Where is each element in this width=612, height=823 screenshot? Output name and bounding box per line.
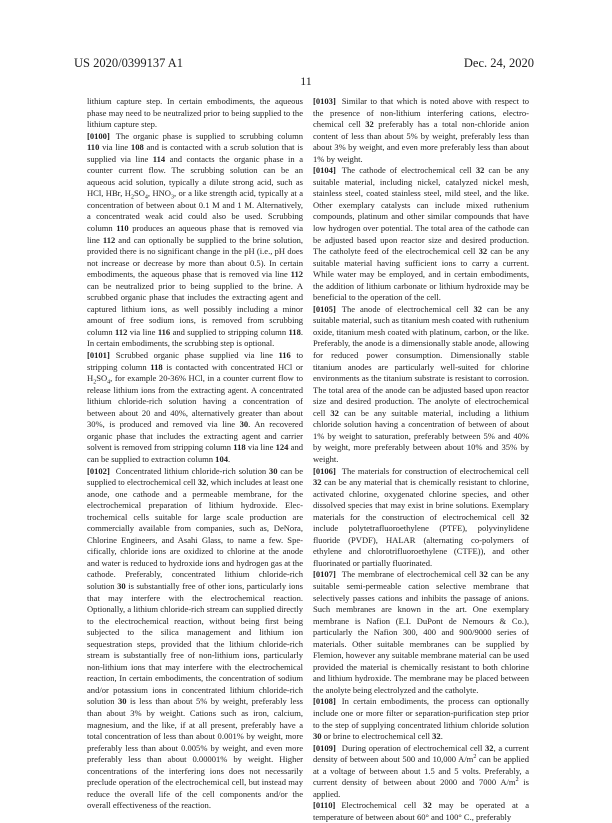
text-run: The organic phase is supplied to scrubbing column bbox=[115, 130, 303, 141]
paragraph bbox=[313, 569, 529, 696]
reference-numeral: 112 bbox=[115, 326, 128, 337]
text-run: and can be supplied to extraction column bbox=[87, 442, 303, 464]
reference-numeral: 30 bbox=[117, 696, 127, 707]
text-run: produces an aqueous phase that is removed via line bbox=[87, 223, 303, 245]
paragraph-number: [0107] bbox=[313, 569, 336, 580]
paragraph bbox=[87, 350, 303, 465]
text-run: and contacts the organic phase in a counter current flow. The scrubbing solution can be an aqueous acid solution, typically a dilute strong acid, such as HCl, HBr, H bbox=[87, 153, 303, 199]
reference-numeral: 104 bbox=[215, 453, 228, 464]
paragraph bbox=[87, 466, 303, 812]
reference-numeral: 32 bbox=[365, 119, 374, 130]
text-run: may be operated at a temperature of between about 60° and 100° C., preferably bbox=[313, 800, 529, 822]
paragraph-number: [0110] bbox=[313, 800, 336, 811]
paragraph-number: [0108] bbox=[313, 696, 336, 707]
text-run: to stripping column bbox=[87, 350, 303, 372]
text-run: , a current density of between about 500 and 10,000 A/m bbox=[313, 742, 529, 765]
reference-numeral: 118 bbox=[288, 326, 301, 337]
text-run: is contacted with concentrated HCl or H bbox=[87, 361, 303, 384]
reference-numeral: 32 bbox=[197, 477, 207, 488]
superscript: 2 bbox=[515, 777, 519, 784]
text-run: can be any suitable semi-permeable cation selective membrane that selectively passes cations and inhibits the passage of anions. Such membranes are known in the art. One exemplary membrane is Nafion (E.I. DuPont de Nemours & Co.), particularly the Nafion 300, 400 and 900/9000 series of materials. Other suitable membranes can be supplied by Flemion, however any suitable membrane material can be used provided the material is chemically resistant to both chlorine and lithium hydroxide. The membrane may be placed between the anolyte being electrolyzed and the catholyte. bbox=[313, 569, 529, 695]
reference-numeral: 116 bbox=[157, 326, 171, 337]
reference-numeral: 32 bbox=[478, 246, 488, 257]
page-number: 11 bbox=[300, 74, 312, 88]
text-run: preferably has a total non-chloride anion content of less than about 5% by weight, preferably less than about 3% by weight, and even more preferably less than about 1% by weight. bbox=[313, 119, 529, 164]
paragraph-number: [0109] bbox=[313, 742, 336, 753]
reference-numeral: 32 bbox=[475, 165, 485, 176]
paragraph bbox=[313, 304, 529, 466]
text-run: is less than about 5% by weight, preferably less than about 3% by weight. Cations such as iron, calcium, magnesium, and the like, if at all present, preferably have a total concentration of less than about 0.001% by weight, more preferably less than about 0.005% by weight, and even more preferably less than about 0.00001% by weight. Higher concentrations of the interfering ions does not necessarily preclude operation of the electrochemical cell, but instead may reduce the overall life of the cell components and/or the overall effectiveness of the reaction. bbox=[87, 696, 303, 811]
text-run: SO bbox=[133, 188, 145, 199]
paragraph-number: [0106] bbox=[313, 465, 336, 476]
publication-date: Dec. 24, 2020 bbox=[463, 56, 534, 70]
text-run: can be any suitable material, including a lithium chloride solution having a concentration of between of about 1% by weight to saturation, preferably between 5% and 40% by weight, more preferably between about 10% and 35% by weight. bbox=[313, 407, 529, 464]
text-run: Concentrated lithium chloride-rich solution bbox=[115, 465, 269, 476]
text-run: lithium capture step. In certain embodiments, the aqueous phase may need to be neutralized prior to being supplied to the lithium capture step. bbox=[87, 96, 303, 130]
text-run: and supplied to stripping column bbox=[170, 326, 289, 337]
text-run: via line bbox=[99, 142, 131, 153]
subscript: 4 bbox=[107, 379, 111, 386]
reference-numeral: 32 bbox=[313, 477, 322, 488]
paragraph-number: [0105] bbox=[313, 303, 336, 314]
text-run: . In certain embodiments, the scrubbing step is optional. bbox=[87, 326, 303, 349]
subscript: 4 bbox=[144, 195, 148, 202]
reference-numeral: 30 bbox=[239, 419, 249, 430]
superscript: 2 bbox=[473, 754, 477, 761]
text-run: Scrubbed organic phase supplied via line bbox=[115, 350, 279, 361]
paragraph bbox=[313, 96, 529, 165]
reference-numeral: 32 bbox=[479, 569, 488, 580]
text-run: can be neutralized prior to being supplied to the brine. A scrubbed organic phase that includes the extracting agent and captured lithium ions, as well possibly including a minor amount of free sodium ions, is removed from scrubbing column bbox=[87, 280, 303, 337]
paragraph bbox=[313, 466, 529, 570]
reference-numeral: 30 bbox=[313, 731, 322, 742]
text-run: can be any material that is chemically resistant to chlorine, activated chlorine, oxygenated chlorine species, and other dissolved species that may exist in brine solutions. Exemplary materials for the construction of electrochemical cell bbox=[313, 477, 529, 522]
text-run: can be any suitable material having sufficient ions to carry a current. While water may be employed, and in certain embodiments, the addition of lithium carbonate or lithium hydroxide may be beneficial to the operation of the cell. bbox=[313, 246, 529, 303]
text-run: , which includes at least one anode, one cathode and a permeable membrane, for the electrochemical preparation of lithium hydroxide. Electrochemical cells suitable for large scale production are commercially available from companies, such as, DeNora, Chlorine Engineers, and Asahi Glass, to name a few. Specifically, chloride ions are oxidized to chlorine at the anode and water is reduced to hydroxide ions and hydrogen gas at the cathode. Preferably, concentrated lithium chloride-rich solution bbox=[87, 477, 303, 591]
publication-number: US 2020/0399137 A1 bbox=[74, 56, 184, 70]
reference-numeral: 124 bbox=[275, 442, 289, 453]
text-run: The cathode of electrochemical cell bbox=[341, 165, 476, 176]
reference-numeral: 114 bbox=[152, 153, 166, 164]
reference-numeral: 110 bbox=[87, 142, 100, 153]
reference-numeral: 30 bbox=[268, 465, 278, 476]
text-run: include polytetrafluoroethylene (PTFE), polyvinylidene fluoride (PVDF), HALAR (alternating co-polymers of ethylene and chlorotrifluoroethylene (CTFE)), and other fluorinated or partially fluorinated. bbox=[313, 523, 529, 568]
reference-numeral: 32 bbox=[473, 303, 483, 314]
text-run: During operation of electrochemical cell bbox=[341, 742, 486, 753]
text-run: and can optionally be supplied to the brine solution, provided there is no significant change in the pH (i.e., pH does not increase or decrease by more than about 0.5). In certain embodiments, the aqueous phase that is removed via line bbox=[87, 234, 304, 280]
subscript: 2 bbox=[93, 379, 97, 386]
reference-numeral: 112 bbox=[290, 269, 303, 280]
reference-numeral: 118 bbox=[233, 442, 246, 453]
text-run: can be applied at a voltage of between about 1.5 and 5 volts. Preferably, a current density of between about 2000 and 7000 A/m bbox=[313, 754, 530, 788]
subscript: 2 bbox=[130, 195, 134, 202]
reference-numeral: 32 bbox=[520, 511, 529, 522]
text-run: can be supplied to electrochemical cell bbox=[87, 465, 303, 488]
text-run: In certain embodiments, the process can optionally include one or more filter or separation-purification step prior to the step of supplying concentrated lithium chloride solution bbox=[313, 696, 529, 730]
paragraph-number: [0104] bbox=[313, 165, 336, 176]
text-run: . bbox=[440, 731, 443, 742]
paragraph-number: [0100] bbox=[87, 130, 110, 141]
right-column bbox=[313, 96, 529, 823]
reference-numeral: 116 bbox=[278, 350, 291, 361]
text-run: and is contacted with a scrub solution that is supplied via line bbox=[87, 142, 303, 164]
reference-numeral: 112 bbox=[102, 234, 116, 245]
text-run: via line bbox=[127, 326, 158, 337]
subscript: 3 bbox=[170, 195, 174, 202]
text-run: . An recovered organic phase that includes the extracting agent and carrier solvent is removed from stripping column bbox=[87, 419, 303, 453]
paragraph bbox=[87, 131, 303, 350]
paragraph bbox=[313, 696, 529, 742]
reference-numeral: 108 bbox=[130, 142, 144, 153]
text-run: can be any suitable material, including nickel, catalyzed nickel mesh, stainless steel, coated stainless steel, mild steel, and the like. Other exemplary catalysts can include mixed ruthenium compounds, platinum and other similar compounds that have low hydrogen over potential. The total area of the cathode can be adjusted based upon reactor size and desired production. The catholyte feed of the electrochemical cell bbox=[313, 165, 529, 257]
text-run: . bbox=[228, 453, 231, 464]
reference-numeral: 110 bbox=[116, 223, 129, 234]
left-column bbox=[87, 96, 303, 812]
text-run: , for example 20-36% HCl, in a counter current flow to release lithium ions from the extracting agent. A concentrated lithium chloride-rich solution having a concentration of between about 20 and 40%, alternatively greater than about 30%, is produced and removed via line bbox=[87, 373, 303, 430]
reference-numeral: 32 bbox=[330, 407, 339, 418]
text-run: The membrane of electrochemical cell bbox=[341, 569, 480, 580]
text-run: , or a like strength acid, typically at a concentration of between about 0.1 M and 1 M. Alternatively, a concentrated weak acid could also be used. Scrubbing column bbox=[87, 188, 304, 234]
text-run: The anode of electrochemical cell bbox=[341, 303, 474, 314]
paragraph bbox=[87, 96, 303, 131]
text-run: is substantially free of other ions, particularly ions that may interfere with the electrochemical reaction. Optionally, a lithium chloride-rich stream can supplied directly to the electrochemical reaction, without being first being subjected to the silica management and lithium ion sequestration steps, provided that the lithium chloride-rich stream is substantially free of non-lithium ions, particularly non-lithium ions that may interfere with the electrochemical reaction, In certain embodiments, the concentration of sodium and/or potassium ions in concentrated lithium chloride-rich solution bbox=[87, 580, 304, 707]
text-run: can be any suitable material, such as titanium mesh coated with ruthenium oxide, titanium mesh coated with platinum, carbon, or the like. Preferably, the anode is a dimensionally stable anode, allowing for reduced power consumption. Dimensionally stable titanium anodes are particularly well-suited for chlorine environments as the titanium substrate is resistant to corrosion. The total area of the anode can be adjusted based upon reactor size and desired production. The anolyte of electrochemical cell bbox=[313, 303, 529, 418]
paragraph-number: [0102] bbox=[87, 465, 110, 476]
text-run: Similar to that which is noted above with respect to the presence of non-lithium interfering cations, electrochemical cell bbox=[313, 96, 529, 130]
paragraph-number: [0103] bbox=[313, 96, 336, 106]
text-run: The materials for construction of electrochemical cell bbox=[341, 465, 529, 476]
text-run: SO bbox=[96, 373, 108, 384]
reference-numeral: 32 bbox=[423, 800, 432, 811]
text-run: , HNO bbox=[147, 188, 171, 199]
paragraph bbox=[313, 800, 529, 823]
paragraph-number: [0101] bbox=[87, 350, 110, 361]
reference-numeral: 118 bbox=[150, 361, 163, 372]
reference-numeral: 32 bbox=[432, 731, 441, 742]
text-run: or brine to electrochemical cell bbox=[321, 731, 433, 742]
reference-numeral: 32 bbox=[485, 742, 494, 753]
reference-numeral: 30 bbox=[117, 580, 126, 591]
paragraph bbox=[313, 165, 529, 304]
text-run: via line bbox=[245, 442, 276, 453]
text-run: is applied. bbox=[313, 777, 529, 799]
text-run: Electrochemical cell bbox=[341, 800, 424, 811]
